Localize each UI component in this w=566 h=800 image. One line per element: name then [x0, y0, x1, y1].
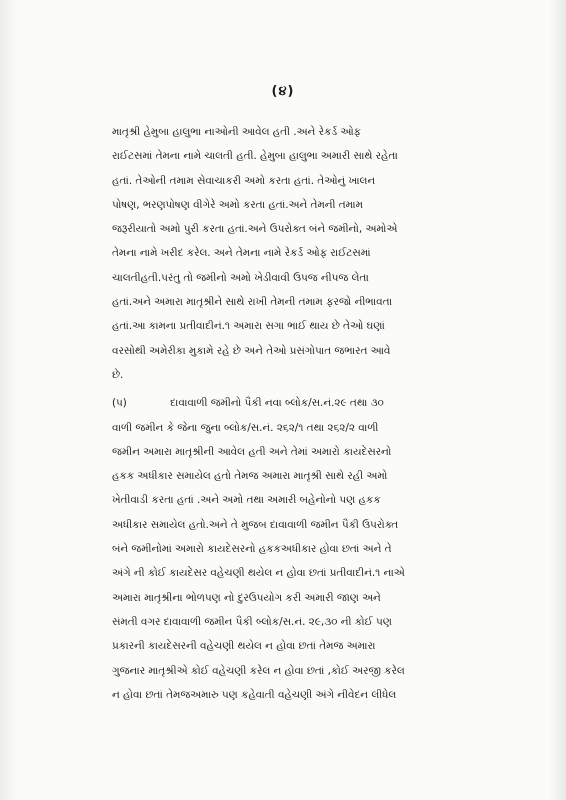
text-line: બંને જમીનોમાં અમારો કાયદેસરનો હકકઅધીકાર હોવા છતાં અને તે: [112, 543, 392, 556]
text-line: રાઈટસમાં તેમના નામે ચાલતી હતી. હેમુબા હાલુભા અમારી સાથે રહેતા: [112, 150, 398, 163]
text-line: હતાં. તેઓની તમામ સેવાચાકરી અમો કરતા હતાં. તેઓનું ખાલન: [112, 174, 376, 187]
text-line: વાળી જમીન કે જેના જુના બ્લોક/સ.નં. ૨૬૨/૧ તથા ૨૬૨/૨ વાળી: [112, 421, 379, 434]
text-line-content: દાવાવાળી જમીનો પૈકી નવા બ્લોક/સ.નં.૨૯ તથા ૩૦: [170, 397, 384, 410]
text-line: ન હોવા છતાં તેમજઅમારુ પણ કહેવાતી વહેચણી અંગે નીવેદન લીધેલ: [112, 688, 397, 701]
text-line: જરૂરીયાતો અમો પુરી કરતા હતાં.અને ઉપરોક્ત બંને જમીનો, અમોએ: [112, 223, 398, 236]
text-line: જમીન અમારા માતૃશ્રીની આવેલ હતી અને તેમાં અમારો કાયદેસરનો: [112, 445, 392, 458]
text-line: ગુજનાર માતૃશ્રીએ કોઈ વહેચણી કરેલ ન હોવા છતાં ,કોઈ અરજી કરેલ: [112, 664, 405, 677]
text-line: સંમતી વગર દાવાવાળી જમીન પૈકી બ્લોક/સ.નં. ૨૯,૩૦ ની કોઈ પણ: [112, 615, 392, 628]
text-line: પોષણ, ભરણપોષણ વીગેરે અમો કરતા હતાં.અને તેમની તમામ: [112, 198, 363, 211]
page-number: (૪): [271, 84, 295, 99]
text-line: ખેતીવાડી કરતા હતાં .અને અમો તથા અમારી બહેનોનો પણ હકક: [112, 494, 381, 507]
text-line: અમારા માતૃશ્રીના ભોળપણ નો દુરઉપયોગ કરી અમારી જાણ અને: [112, 591, 381, 604]
text-line: અધીકાર સમાયેલ હતો.અને તે મુજબ દાવાવાળી જમીન પૈકી ઉપરોક્ત: [112, 518, 399, 531]
text-line: અંગે ની કોઈ કાયદેસર વહેચણી થયેલ ન હોવા છતાં પ્રતીવાદીનં.૧ નાએ: [112, 567, 405, 580]
document-body: [112, 120, 438, 707]
text-line: [112, 391, 438, 415]
text-line: છે.: [112, 368, 124, 381]
text-line: હતાં.આ કામના પ્રતીવાદીનં.૧ અમારા સગા ભાઈ થાય છે તેઓ ઘણાં: [112, 320, 385, 333]
text-line: હતાં.અને અમારા માતૃશ્રીને સાથે રાખી તેમની તમામ ફરજો નીભાવતા: [112, 296, 393, 309]
paragraph-number: (પ): [112, 397, 127, 410]
text-line: વરસોથી અમેરીકા મુકામે રહે છે અને તેઓ પ્રસંગોપાત જભારત આવે: [112, 344, 391, 357]
text-line: તેમના નામે ખરીદ કરેલ. અને તેમના નામે રેકર્ડ ઓફ રાઈટસમાં: [112, 247, 371, 260]
text-line: ચાલતીહતી.પરંતુ તો જમીનો અમો ખેડીવાવી ઉપજ નીપજ લેતા: [112, 271, 369, 284]
text-line: હકક અધીકાર સમાયેલ હતો તેમજ અમારા માતૃશ્રી સાથે રહી અમો: [112, 470, 388, 483]
text-line: પ્રકારની કાયદેસરની વહેચણી થયેલ ન હોવા છતાં તેમજ અમારા: [112, 640, 376, 653]
text-line: માતૃશ્રી હેમુબા હાલુભા નાઓની આવેલ હતી .અને રેકર્ડ ઓફ: [112, 126, 361, 138]
